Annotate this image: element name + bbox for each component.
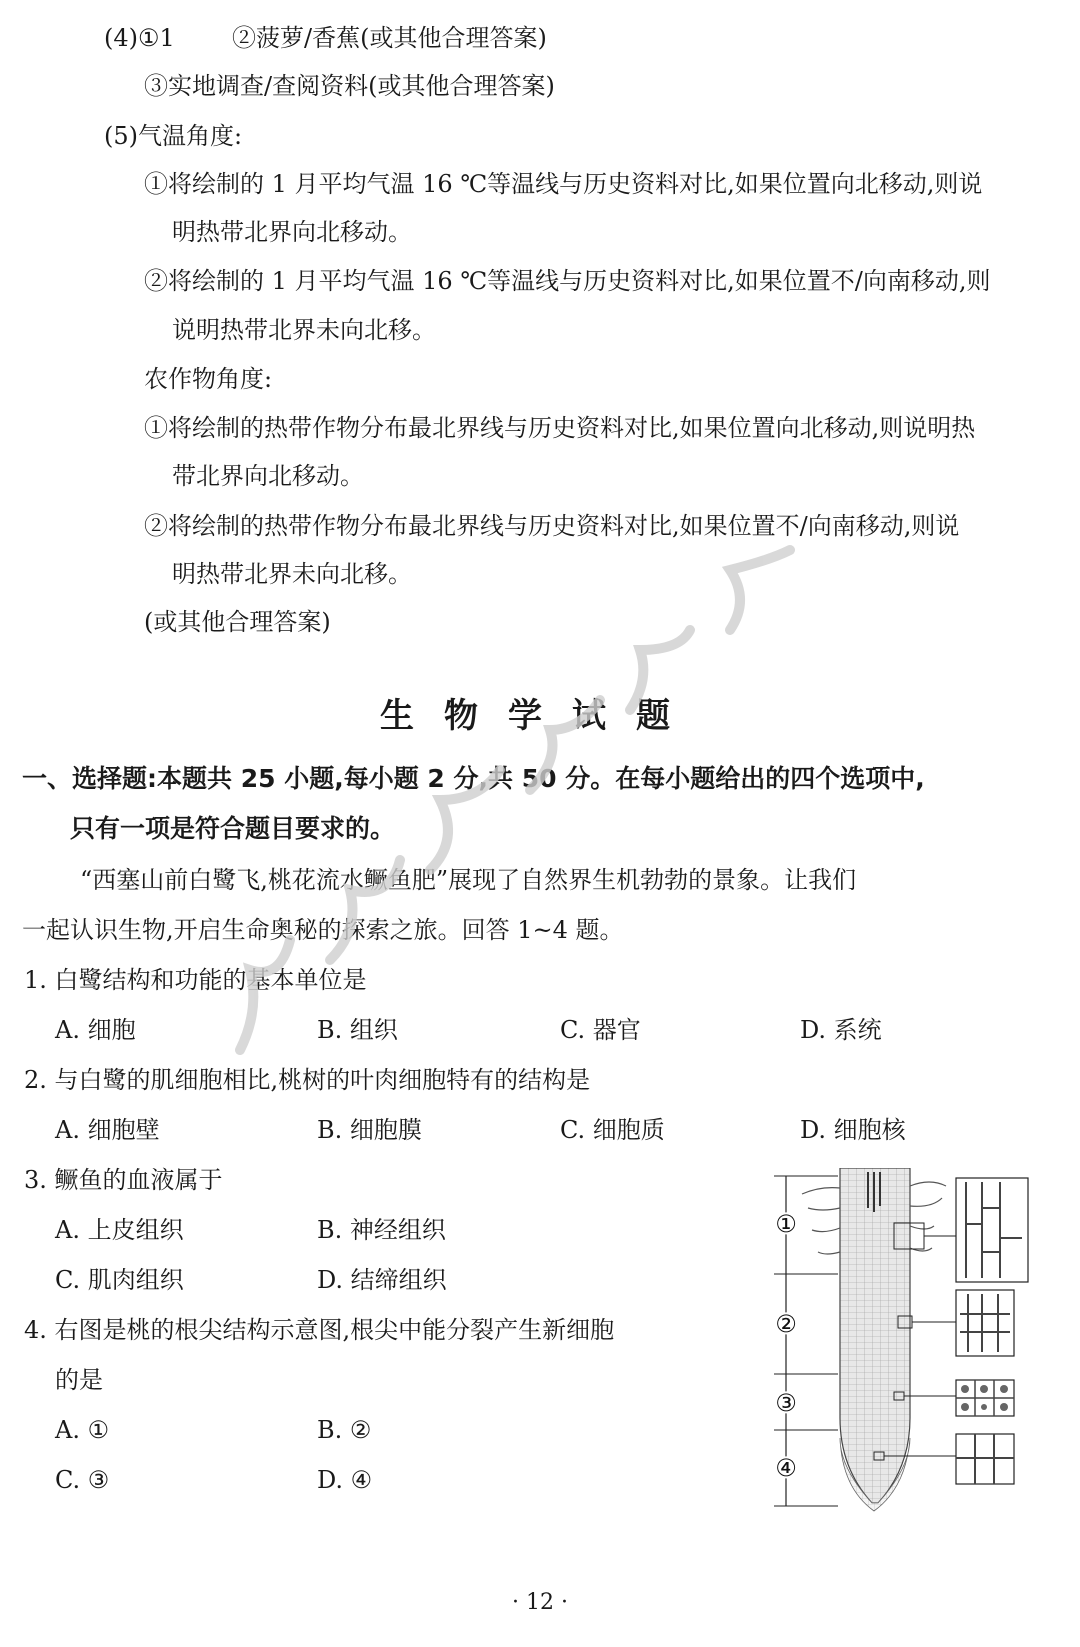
question-2: 2. 与白鹭的肌细胞相比,桃树的叶肉细胞特有的结构是: [24, 1066, 591, 1094]
page-title: 生物学试题: [380, 696, 700, 736]
q1-option-d: D. 系统: [800, 1016, 882, 1044]
zone-label-2: ②: [775, 1310, 797, 1338]
answer-4-part2: ②菠萝/香蕉(或其他合理答案): [232, 24, 547, 52]
zone-label-3: ③: [775, 1389, 797, 1417]
question-4-line2: 的是: [55, 1366, 103, 1394]
crop2-line1: ②将绘制的热带作物分布最北界线与历史资料对比,如果位置不/向南移动,则说: [144, 512, 960, 540]
section-heading-line1: 一、选择题:本题共 25 小题,每小题 2 分,共 50 分。在每小题给出的四个选项中,: [22, 764, 925, 793]
answer-5-temp1-line2: 明热带北界向北移动。: [172, 218, 412, 246]
intro-line2: 一起认识生物,开启生命奥秘的探索之旅。回答 1~4 题。: [22, 916, 624, 944]
zone-label-4: ④: [775, 1454, 797, 1482]
crop-heading: 农作物角度:: [144, 365, 273, 393]
intro-line1: “西塞山前白鹭飞,桃花流水鳜鱼肥”展现了自然界生机勃勃的景象。让我们: [80, 866, 857, 894]
question-3: 3. 鳜鱼的血液属于: [24, 1166, 223, 1194]
page-number: · 12 ·: [512, 1590, 568, 1615]
q4-option-b: B. ②: [317, 1416, 372, 1444]
q2-option-c: C. 细胞质: [560, 1116, 665, 1144]
answer-5-temp2-line1: ②将绘制的 1 月平均气温 16 ℃等温线与历史资料对比,如果位置不/向南移动,则: [144, 267, 991, 295]
q3-option-c: C. 肌肉组织: [55, 1266, 184, 1294]
crop1-line2: 带北界向北移动。: [172, 462, 364, 490]
section-heading-line2: 只有一项是符合题目要求的。: [70, 814, 396, 843]
q4-option-c: C. ③: [55, 1466, 110, 1494]
crop1-line1: ①将绘制的热带作物分布最北界线与历史资料对比,如果位置向北移动,则说明热: [144, 414, 976, 442]
q2-option-a: A. 细胞壁: [55, 1116, 160, 1144]
other-answer-note: (或其他合理答案): [144, 608, 331, 636]
crop2-line2: 明热带北界未向北移。: [172, 560, 412, 588]
q1-option-b: B. 组织: [317, 1016, 398, 1044]
q2-option-d: D. 细胞核: [800, 1116, 906, 1144]
q3-option-b: B. 神经组织: [317, 1216, 446, 1244]
q4-option-d: D. ④: [317, 1466, 373, 1494]
answer-5-temp2-line2: 说明热带北界未向北移。: [172, 316, 436, 344]
answer-4-part1: (4)①1: [104, 24, 175, 52]
question-1: 1. 白鹭结构和功能的基本单位是: [24, 966, 367, 994]
q1-option-a: A. 细胞: [55, 1016, 136, 1044]
root-tip-diagram: [760, 1168, 1060, 1513]
q4-option-a: A. ①: [55, 1416, 110, 1444]
answer-4-part3: ③实地调查/查阅资料(或其他合理答案): [144, 72, 555, 100]
q2-option-b: B. 细胞膜: [317, 1116, 422, 1144]
q3-option-a: A. 上皮组织: [55, 1216, 184, 1244]
question-4-line1: 4. 右图是桃的根尖结构示意图,根尖中能分裂产生新细胞: [24, 1316, 615, 1344]
answer-5-temp1-line1: ①将绘制的 1 月平均气温 16 ℃等温线与历史资料对比,如果位置向北移动,则说: [144, 170, 983, 198]
zone-label-1: ①: [775, 1210, 797, 1238]
answer-5-heading: (5)气温角度:: [104, 122, 243, 150]
q3-option-d: D. 结缔组织: [317, 1266, 447, 1294]
q1-option-c: C. 器官: [560, 1016, 641, 1044]
